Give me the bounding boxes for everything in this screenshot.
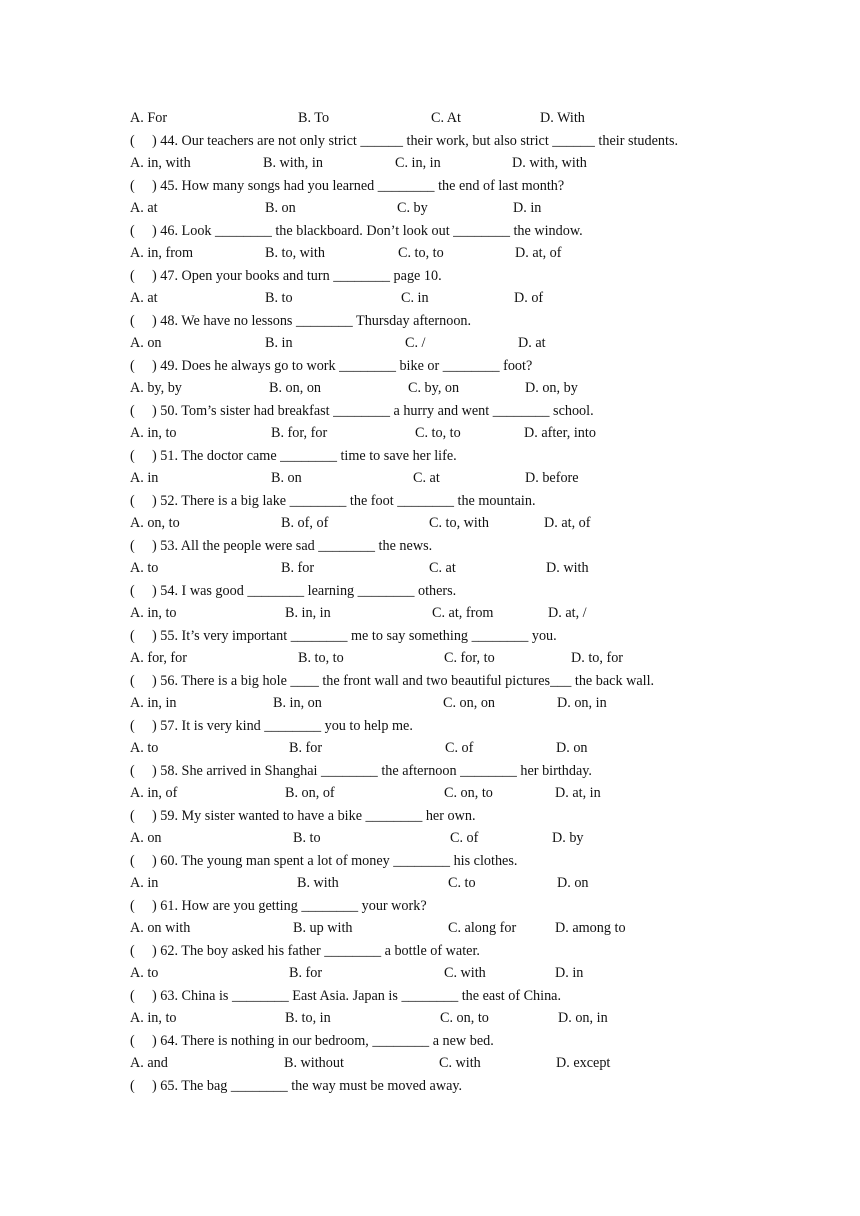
question-row [130, 625, 740, 648]
question-list [130, 107, 740, 1097]
question-text: ) 57. It is very kind ________ you to help me. [152, 717, 413, 734]
option-d: D. at, in [555, 785, 601, 801]
question-text: ) 54. I was good ________ learning ________ others. [152, 582, 457, 599]
option-a: A. and [130, 1055, 168, 1071]
question-row [130, 355, 740, 378]
option-a: A. at [130, 200, 158, 216]
question-text: ) 64. There is nothing in our bedroom, ________ a new bed. [152, 1032, 494, 1049]
question-text: ) 63. China is ________ East Asia. Japan is ________ the east of China. [152, 987, 562, 1004]
option-b: B. for [289, 965, 323, 981]
options-row [130, 872, 740, 895]
option-d: D. by [552, 830, 584, 846]
question-text: ) 62. The boy asked his father ________ a bottle of water. [152, 942, 480, 959]
option-d: D. at, of [515, 245, 562, 261]
answer-bracket: ( [130, 132, 135, 149]
question-text: ) 51. The doctor came ________ time to save her life. [152, 447, 457, 464]
option-a: A. For [130, 110, 168, 126]
answer-bracket: ( [130, 582, 135, 599]
options-row [130, 152, 740, 175]
answer-bracket: ( [130, 852, 135, 869]
options-row [130, 377, 740, 400]
option-b: B. with [297, 875, 339, 891]
option-a: A. on [130, 335, 162, 351]
option-b: B. in [265, 335, 293, 351]
answer-bracket: ( [130, 807, 135, 824]
question-row [130, 490, 740, 513]
option-a: A. for, for [130, 650, 187, 666]
option-c: C. along for [448, 920, 517, 936]
options-row [130, 602, 740, 625]
option-d: D. With [540, 110, 585, 126]
question-row [130, 940, 740, 963]
question-text: ) 61. How are you getting ________ your work? [152, 897, 427, 914]
answer-bracket: ( [130, 897, 135, 914]
answer-bracket: ( [130, 402, 135, 419]
options-row [130, 467, 740, 490]
option-d: D. on, by [525, 380, 578, 396]
options-row [130, 692, 740, 715]
option-a: A. in, of [130, 785, 178, 801]
options-row [130, 557, 740, 580]
option-a: A. in, to [130, 605, 177, 621]
options-row [130, 242, 740, 265]
option-a: A. in, with [130, 155, 191, 171]
option-d: D. on [557, 875, 589, 891]
question-text: ) 53. All the people were sad ________ the news. [152, 537, 433, 554]
option-c: C. in [401, 290, 429, 306]
option-b: B. to, to [298, 650, 344, 666]
question-text: ) 47. Open your books and turn ________ page 10. [152, 267, 442, 284]
option-d: D. on [556, 740, 588, 756]
answer-bracket: ( [130, 717, 135, 734]
option-b: B. for, for [271, 425, 328, 441]
option-c: C. with [444, 965, 486, 981]
question-text: ) 58. She arrived in Shanghai ________ the afternoon ________ her birthday. [152, 762, 592, 779]
option-c: C. at [429, 560, 456, 576]
option-a: A. to [130, 965, 159, 981]
option-b: B. on [265, 200, 296, 216]
option-d: D. to, for [571, 650, 624, 666]
option-b: B. on [271, 470, 302, 486]
option-a: A. in, in [130, 695, 177, 711]
question-text: ) 50. Tom’s sister had breakfast ________ a hurry and went ________ school. [152, 402, 594, 419]
answer-bracket: ( [130, 267, 135, 284]
option-b: B. to, with [265, 245, 325, 261]
option-a: A. to [130, 740, 159, 756]
question-row [130, 850, 740, 873]
option-d: D. at, / [548, 605, 587, 621]
question-text: ) 65. The bag ________ the way must be moved away. [152, 1077, 463, 1094]
question-text: ) 45. How many songs had you learned ________ the end of last month? [152, 177, 565, 194]
question-row [130, 715, 740, 738]
question-text: ) 44. Our teachers are not only strict ______ their work, but also strict ______ their students. [152, 132, 679, 149]
answer-bracket: ( [130, 987, 135, 1004]
option-b: B. in, on [273, 695, 322, 711]
answer-bracket: ( [130, 357, 135, 374]
options-row [130, 287, 740, 310]
option-a: A. in, to [130, 1010, 177, 1026]
answer-bracket: ( [130, 672, 135, 689]
question-row [130, 580, 740, 603]
options-row [130, 917, 740, 940]
option-d: D. after, into [524, 425, 596, 441]
question-row [130, 805, 740, 828]
option-d: D. at [518, 335, 546, 351]
question-text: ) 55. It’s very important ________ me to say something ________ you. [152, 627, 557, 644]
options-row [130, 197, 740, 220]
options-row [130, 962, 740, 985]
option-d: D. on, in [558, 1010, 608, 1026]
options-row [130, 827, 740, 850]
option-c: C. in, in [395, 155, 441, 171]
answer-bracket: ( [130, 627, 135, 644]
option-d: D. in [555, 965, 584, 981]
answer-bracket: ( [130, 492, 135, 509]
question-row [130, 445, 740, 468]
answer-bracket: ( [130, 222, 135, 239]
answer-bracket: ( [130, 1077, 135, 1094]
option-b: B. on, on [269, 380, 322, 396]
answer-bracket: ( [130, 177, 135, 194]
option-c: C. on, to [444, 785, 493, 801]
option-c: C. of [445, 740, 474, 756]
question-text: ) 59. My sister wanted to have a bike ________ her own. [152, 807, 476, 824]
option-c: C. to [448, 875, 476, 891]
options-row [130, 332, 740, 355]
answer-bracket: ( [130, 537, 135, 554]
question-text: ) 52. There is a big lake ________ the foot ________ the mountain. [152, 492, 536, 509]
option-b: B. to [293, 830, 321, 846]
option-a: A. at [130, 290, 158, 306]
question-row [130, 175, 740, 198]
option-d: D. on, in [557, 695, 607, 711]
option-b: B. up with [293, 920, 353, 936]
options-row [130, 1052, 740, 1075]
option-d: D. among to [555, 920, 626, 936]
answer-bracket: ( [130, 447, 135, 464]
option-b: B. to, in [285, 1010, 331, 1026]
answer-bracket: ( [130, 942, 135, 959]
question-row [130, 130, 740, 153]
question-row [130, 400, 740, 423]
option-b: B. on, of [285, 785, 335, 801]
option-c: C. on, on [443, 695, 496, 711]
options-row [130, 1007, 740, 1030]
option-a: A. by, by [130, 380, 182, 396]
option-b: B. without [284, 1055, 344, 1071]
answer-bracket: ( [130, 762, 135, 779]
options-row [130, 737, 740, 760]
option-c: C. At [431, 110, 461, 126]
option-d: D. in [513, 200, 542, 216]
question-text: ) 56. There is a big hole ____ the front wall and two beautiful pictures___ the back wall. [152, 672, 655, 689]
options-row [130, 422, 740, 445]
option-a: A. on [130, 830, 162, 846]
option-c: C. / [405, 335, 426, 351]
question-row [130, 220, 740, 243]
option-a: A. on, to [130, 515, 180, 531]
question-row [130, 310, 740, 333]
options-row [130, 107, 740, 130]
option-b: B. of, of [281, 515, 329, 531]
question-text: ) 60. The young man spent a lot of money ________ his clothes. [152, 852, 518, 869]
option-a: A. in [130, 875, 159, 891]
question-text: ) 46. Look ________ the blackboard. Don’t look out ________ the window. [152, 222, 583, 239]
option-c: C. for, to [444, 650, 495, 666]
option-b: B. with, in [263, 155, 323, 171]
option-c: C. at [413, 470, 440, 486]
option-b: B. to [265, 290, 293, 306]
option-c: C. to, to [415, 425, 461, 441]
option-c: C. of [450, 830, 479, 846]
option-c: C. on, to [440, 1010, 489, 1026]
question-row [130, 760, 740, 783]
question-row [130, 1030, 740, 1053]
option-b: B. for [281, 560, 315, 576]
option-c: C. at, from [432, 605, 494, 621]
option-a: A. in, to [130, 425, 177, 441]
question-row [130, 895, 740, 918]
option-a: A. on with [130, 920, 191, 936]
option-c: C. by, on [408, 380, 460, 396]
option-d: D. at, of [544, 515, 591, 531]
options-row [130, 512, 740, 535]
option-b: B. for [289, 740, 323, 756]
answer-bracket: ( [130, 1032, 135, 1049]
option-c: C. by [397, 200, 428, 216]
option-a: A. in, from [130, 245, 194, 261]
option-c: C. with [439, 1055, 481, 1071]
option-b: B. in, in [285, 605, 331, 621]
options-row [130, 782, 740, 805]
option-d: D. before [525, 470, 579, 486]
question-text: ) 48. We have no lessons ________ Thursday afternoon. [152, 312, 472, 329]
question-row [130, 265, 740, 288]
option-a: A. to [130, 560, 159, 576]
question-row [130, 670, 740, 693]
option-d: D. except [556, 1055, 611, 1071]
answer-bracket: ( [130, 312, 135, 329]
options-row [130, 647, 740, 670]
option-a: A. in [130, 470, 159, 486]
option-b: B. To [298, 110, 330, 126]
question-row [130, 985, 740, 1008]
option-c: C. to, to [398, 245, 444, 261]
option-d: D. with [546, 560, 589, 576]
option-d: D. with, with [512, 155, 587, 171]
option-c: C. to, with [429, 515, 489, 531]
question-text: ) 49. Does he always go to work ________ bike or ________ foot? [152, 357, 533, 374]
question-row [130, 1075, 740, 1098]
option-d: D. of [514, 290, 544, 306]
question-row [130, 535, 740, 558]
